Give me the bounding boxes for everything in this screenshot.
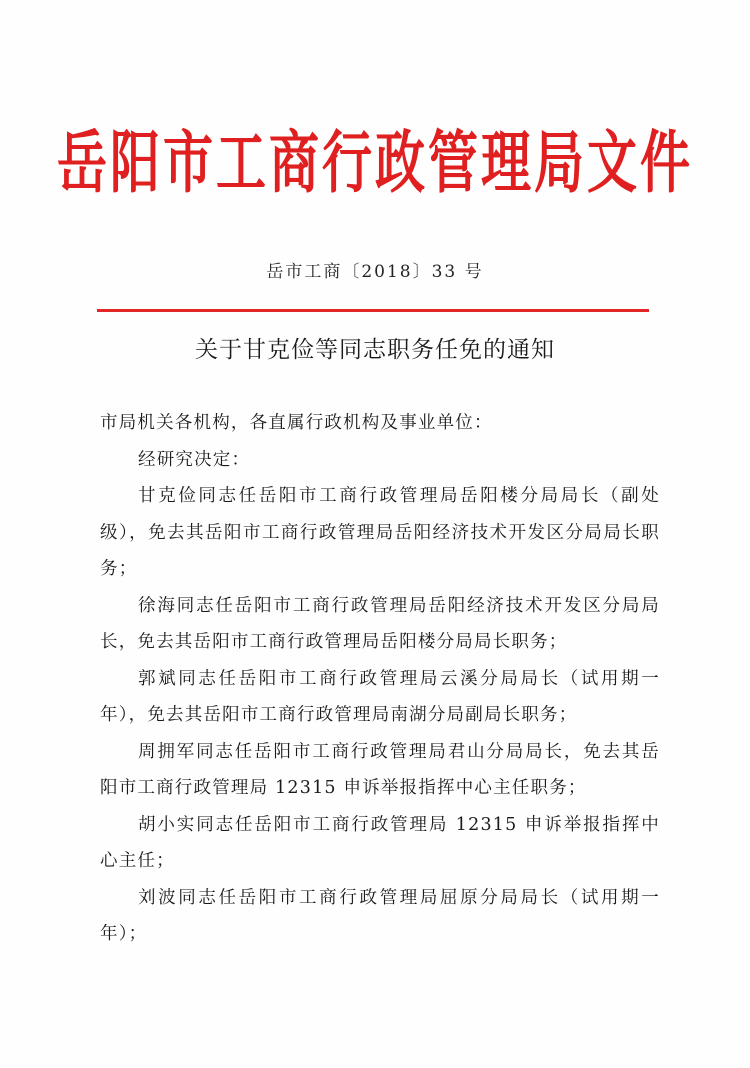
appointment-item: 甘克俭同志任岳阳市工商行政管理局岳阳楼分局局长（副处级），免去其岳阳市工商行政管理局岳阳经济技术开发区分局局长职务；	[100, 486, 660, 579]
document-number: 岳市工商〔2018〕33 号	[266, 262, 484, 282]
appointment-item: 郭斌同志任岳阳市工商行政管理局云溪分局局长（试用期一年），免去其岳阳市工商行政管理局南湖分局副局长职务；	[100, 668, 660, 725]
appointment-item: 徐海同志任岳阳市工商行政管理局岳阳经济技术开发区分局局长，免去其岳阳市工商行政管理局岳阳楼分局局长职务；	[100, 595, 660, 652]
salutation: 市局机关各机构，各直属行政机构及事业单位：	[100, 413, 493, 433]
appointment-item: 周拥军同志任岳阳市工商行政管理局君山分局局长，免去其岳阳市工商行政管理局 12315 申诉举报指挥中心主任职务；	[100, 741, 660, 798]
issuer-header-title: 岳阳市工商行政管理局文件	[57, 124, 693, 203]
intro-line: 经研究决定：	[138, 449, 251, 470]
red-divider-line	[97, 309, 649, 312]
appointment-item: 胡小实同志任岳阳市工商行政管理局 12315 申诉举报指挥中心主任；	[100, 814, 660, 871]
document-body	[100, 405, 660, 953]
notice-title: 关于甘克俭等同志职务任免的通知	[195, 337, 555, 363]
appointment-item: 刘波同志任岳阳市工商行政管理局屈原分局局长（试用期一年）；	[100, 887, 660, 944]
